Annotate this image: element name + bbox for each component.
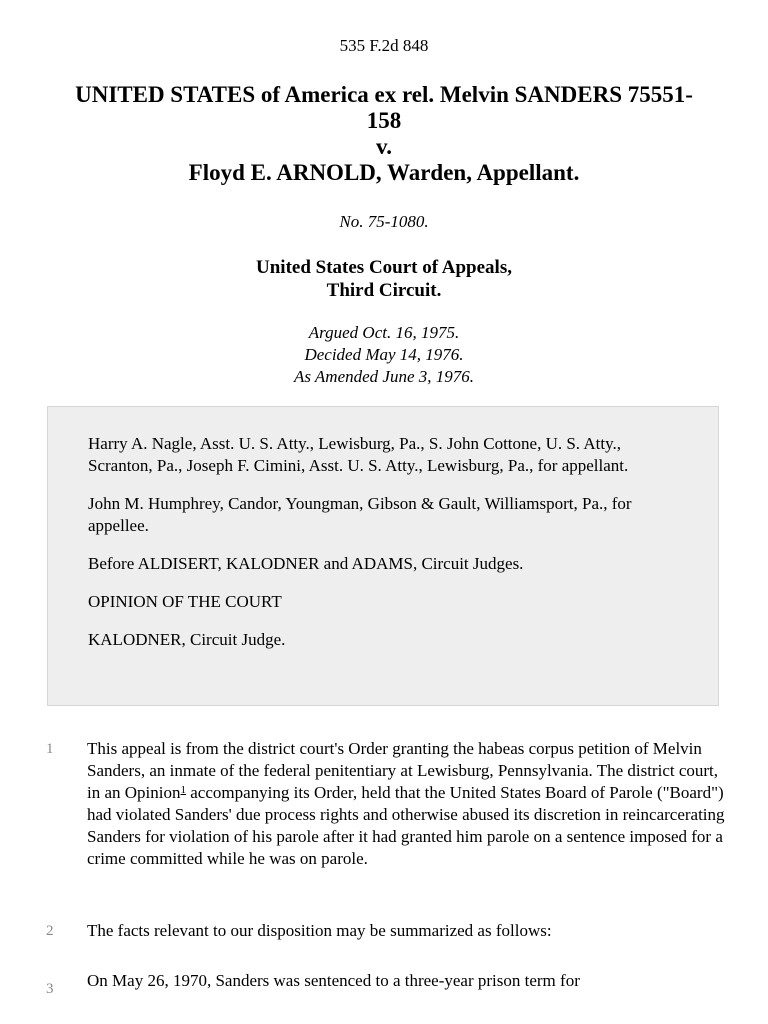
paragraph-text-part: This appeal is from the district court's Order granting the habeas corpus petition of Melvin Sanders, an inmate of the federal penitentiary at Lewisburg, Pennsylvania. The district court, in an Opinion [87,739,719,802]
paragraph-text: The facts relevant to our disposition may be summarized as follows: [87,921,552,940]
counsel-appellee: John M. Humphrey, Candor, Youngman, Gibson & Gault, Williamsport, Pa., for appellee. [88,494,632,535]
paragraph-text-part: accompanying its Order, held that the United States Board of Parole ("Board") had violated Sanders' due process rights and otherwise abused its discretion in reincarcerating Sanders for violation of his parole after it had granted him parole on a sentence imposed for a crime committed while he was on parole. [87,783,725,868]
paragraph-number: 2 [46,923,54,939]
case-citation: 535 F.2d 848 [339,36,429,55]
court-name [0,256,768,302]
opinion-heading: OPINION OF THE COURT [88,592,282,611]
case-title [40,82,728,186]
paragraph-number: 1 [46,741,54,757]
paragraph-text: On May 26, 1970, Sanders was sentenced to a three-year prison term for [87,971,580,990]
opinion-author: KALODNER, Circuit Judge. [88,630,286,649]
case-title-line-4: Floyd E. ARNOLD, Warden, Appellant. [188,160,580,185]
panel-judges: Before ALDISERT, KALODNER and ADAMS, Circuit Judges. [88,554,524,573]
amended-date: As Amended June 3, 1976. [293,367,475,386]
docket-number: No. 75-1080. [339,212,429,231]
case-dates [0,322,768,388]
court-name-line-1: United States Court of Appeals, [256,257,512,278]
case-title-line-1: UNITED STATES of America ex rel. Melvin SANDERS 75551- [75,82,693,107]
decided-date: Decided May 14, 1976. [304,345,464,364]
case-title-line-3: v. [376,134,392,159]
footnote-link-1[interactable]: 1 [180,784,186,796]
counsel-box [47,406,719,706]
counsel-appellant: Harry A. Nagle, Asst. U. S. Atty., Lewisburg, Pa., S. John Cottone, U. S. Atty., Scranton, Pa., Joseph F. Cimini, Asst. U. S. Atty., Lewisburg, Pa., for appellant. [88,434,629,475]
argued-date: Argued Oct. 16, 1975. [308,323,460,342]
case-title-line-2: 158 [366,108,402,133]
paragraph-text [87,738,727,870]
court-name-line-2: Third Circuit. [326,280,442,301]
paragraph-number: 3 [46,981,54,997]
